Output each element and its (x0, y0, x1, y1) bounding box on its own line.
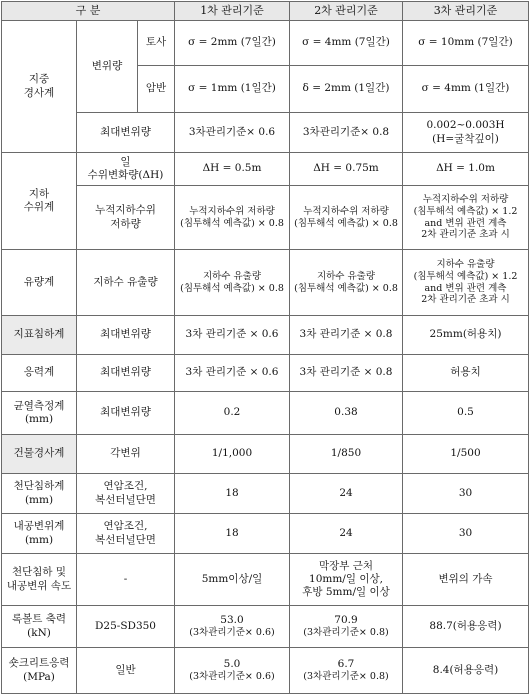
rock-level2: δ = 2mm (1일간) (290, 66, 403, 113)
settlement-level3: 25mm(허용치) (403, 316, 529, 355)
crack-level2: 0.38 (290, 392, 403, 435)
table-row-inclinometer-soil (2, 21, 529, 66)
table-row-flowmeter (2, 250, 529, 316)
shotcrete-level3: 8.4(허용응력) (403, 648, 529, 694)
crown-name: 천단침하계 (mm) (2, 474, 77, 514)
soil-label: 토사 (138, 21, 175, 66)
tilt-level2: 1/850 (290, 435, 403, 474)
convergence-level1: 18 (175, 514, 290, 554)
header-level1: 1차 관리기준 (175, 2, 290, 21)
settlement-level2: 3차 관리기준 × 0.8 (290, 316, 403, 355)
gw-daily-level2: ΔH = 0.75m (290, 153, 403, 186)
stress-level2: 3차 관리기준 × 0.8 (290, 355, 403, 392)
crown-label: 연암조건, 복선터널단면 (77, 474, 175, 514)
crown-level2: 24 (290, 474, 403, 514)
shotcrete-label: 일반 (77, 648, 175, 694)
stress-level1: 3차 관리기준 × 0.6 (175, 355, 290, 392)
crack-level3: 0.5 (403, 392, 529, 435)
header-row (2, 2, 529, 21)
tilt-label: 각변위 (77, 435, 175, 474)
rock-level3: σ = 4mm (1일간) (403, 66, 529, 113)
tilt-name: 건물경사계 (2, 435, 77, 474)
crack-name: 균열측정계 (mm) (2, 392, 77, 435)
incl-max-level1: 3차관리기준× 0.6 (175, 113, 290, 153)
soil-level3: σ = 10mm (7일간) (403, 21, 529, 66)
gw-daily-level3: ΔH = 1.0m (403, 153, 529, 186)
stress-name: 응력계 (2, 355, 77, 392)
rock-label: 암반 (138, 66, 175, 113)
gw-cum-level3: 누적지하수위 저하량 (침투해석 예측값) × 1.2 and 변위 관련 계측 2차 관리기준 초과 시 (403, 186, 529, 250)
stress-label: 최대변위량 (77, 355, 175, 392)
shotcrete-level1: 5.0 (3차관리기준× 0.6) (175, 648, 290, 694)
rate-level3: 변위의 가속 (403, 554, 529, 606)
flow-level1: 지하수 유출량 (침투해석 예측값) × 0.8 (175, 250, 290, 316)
settlement-level1: 3차 관리기준 × 0.6 (175, 316, 290, 355)
gw-cum-level1: 누적지하수위 저하량 (침투해석 예측값) × 0.8 (175, 186, 290, 250)
settlement-name: 지표침하계 (2, 316, 77, 355)
convergence-name: 내공변위계 (mm) (2, 514, 77, 554)
groundwater-name: 지하 수위계 (2, 153, 77, 250)
gw-cum-level2: 누적지하수위 저하량 (침투해석 예측값) × 0.8 (290, 186, 403, 250)
crack-label: 최대변위량 (77, 392, 175, 435)
gw-cum-label: 누적지하수위 저하량 (77, 186, 175, 250)
incl-max-level3: 0.002~0.003H (H=굴착깊이) (403, 113, 529, 153)
rate-name: 천단침하 및 내공변위 속도 (2, 554, 77, 606)
header-level2: 2차 관리기준 (290, 2, 403, 21)
rockbolt-name: 록볼트 축력 (kN) (2, 606, 77, 648)
rockbolt-level2: 70.9 (3차관리기준× 0.8) (290, 606, 403, 648)
table-row-crown-settlement (2, 474, 529, 514)
rate-level1: 5mm이상/일 (175, 554, 290, 606)
soil-level1: σ = 2mm (7일간) (175, 21, 290, 66)
table-row-rockbolt (2, 606, 529, 648)
rate-level2: 막장부 근처 10mm/일 이상, 후방 5mm/일 이상 (290, 554, 403, 606)
table-row-crack-gauge (2, 392, 529, 435)
crack-level1: 0.2 (175, 392, 290, 435)
settlement-label: 최대변위량 (77, 316, 175, 355)
rockbolt-level1: 53.0 (3차관리기준× 0.6) (175, 606, 290, 648)
flowmeter-name: 유량계 (2, 250, 77, 316)
rock-level1: σ = 1mm (1일간) (175, 66, 290, 113)
gw-daily-level1: ΔH = 0.5m (175, 153, 290, 186)
table-row-inclinometer-max (2, 113, 529, 153)
convergence-label: 연암조건, 복선터널단면 (77, 514, 175, 554)
management-criteria-table (1, 1, 529, 694)
table-row-convergence (2, 514, 529, 554)
stress-level3: 허용치 (403, 355, 529, 392)
tilt-level3: 1/500 (403, 435, 529, 474)
crown-level3: 30 (403, 474, 529, 514)
table-row-shotcrete (2, 648, 529, 694)
rockbolt-level3: 88.7(허용응력) (403, 606, 529, 648)
convergence-level3: 30 (403, 514, 529, 554)
table-row-displacement-rate (2, 554, 529, 606)
header-category: 구 분 (2, 2, 175, 21)
shotcrete-name: 숏크리트응력 (MPa) (2, 648, 77, 694)
flow-level3: 지하수 유출량 (침투해석 예측값) × 1.2 and 변위 관련 계측 2차 관리기준 초과 시 (403, 250, 529, 316)
table-row-groundwater-cum (2, 186, 529, 250)
inclinometer-name: 지중 경사계 (2, 21, 77, 153)
shotcrete-level2: 6.7 (3차관리기준× 0.8) (290, 648, 403, 694)
incl-max-level2: 3차관리기준× 0.8 (290, 113, 403, 153)
tilt-level1: 1/1,000 (175, 435, 290, 474)
crown-level1: 18 (175, 474, 290, 514)
table-row-building-tilt (2, 435, 529, 474)
table-row-surface-settlement (2, 316, 529, 355)
flow-level2: 지하수 유출량 (침투해석 예측값) × 0.8 (290, 250, 403, 316)
rate-label: - (77, 554, 175, 606)
incl-max-label: 최대변위량 (77, 113, 175, 153)
inclinometer-disp-label: 변위량 (77, 21, 138, 113)
header-level3: 3차 관리기준 (403, 2, 529, 21)
rockbolt-label: D25-SD350 (77, 606, 175, 648)
table-row-groundwater-daily (2, 153, 529, 186)
gw-daily-label: 일 수위변화량(ΔH) (77, 153, 175, 186)
soil-level2: σ = 4mm (7일간) (290, 21, 403, 66)
table-row-stress-meter (2, 355, 529, 392)
flow-label: 지하수 유출량 (77, 250, 175, 316)
convergence-level2: 24 (290, 514, 403, 554)
